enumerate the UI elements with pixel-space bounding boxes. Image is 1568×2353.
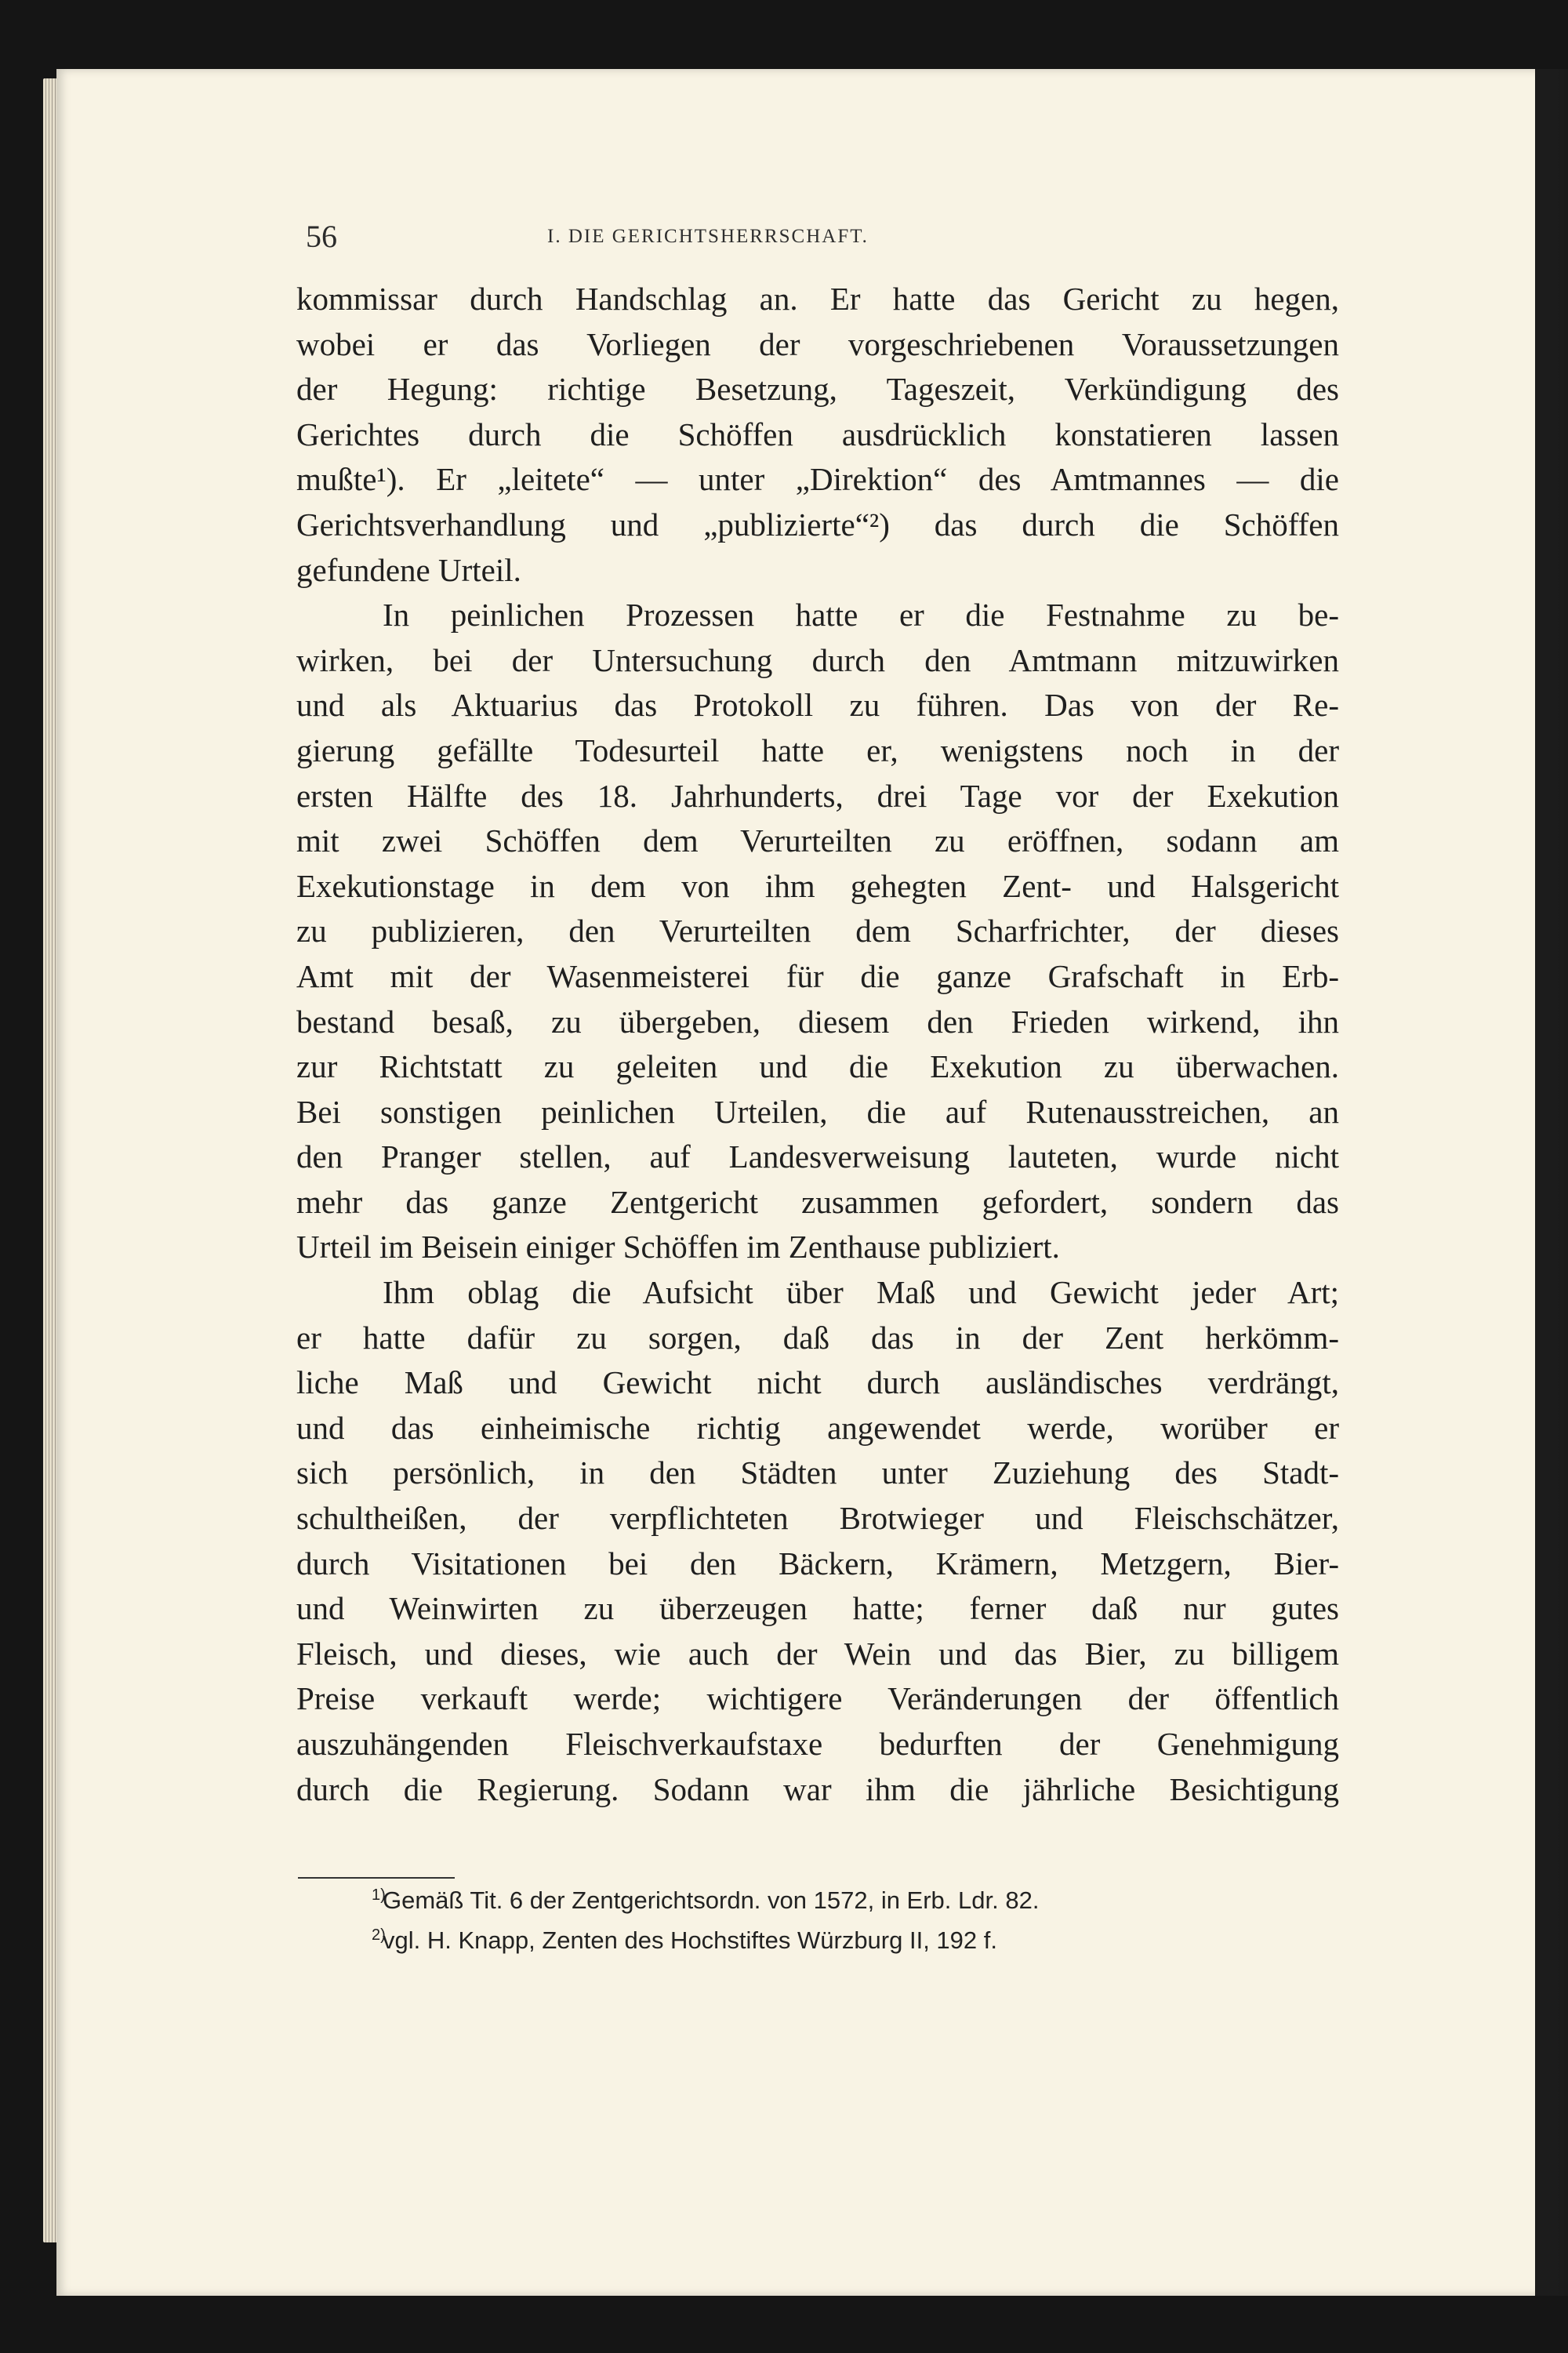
text-line: durch Visitationen bei den Bäckern, Krämern, Metzgern, Bier- (296, 1545, 1339, 1581)
text-line: Bei sonstigen peinlichen Urteilen, die auf Rutenausstreichen, an (296, 1093, 1339, 1130)
text-line: Gerichtes durch die Schöffen ausdrücklich konstatieren lassen (296, 416, 1339, 452)
footnote-mark: 2) (372, 1926, 386, 1944)
text-line: bestand besaß, zu übergeben, diesem den Frieden wirkend, ihn (296, 1003, 1339, 1040)
text-line: wirken, bei der Untersuchung durch den Amtmann mitzuwirken (296, 641, 1339, 678)
text-line: Gerichtsverhandlung und „publizierte“²) das durch die Schöffen (296, 506, 1339, 543)
text-line: und Weinwirten zu überzeugen hatte; ferner daß nur gutes (296, 1590, 1339, 1627)
scanner-border (1535, 69, 1568, 2296)
text-line: Ihm oblag die Aufsicht über Maß und Gewicht jeder Art; (383, 1274, 1339, 1311)
running-head (306, 218, 1348, 265)
text-line: mehr das ganze Zentgericht zusammen gefordert, sondern das (296, 1183, 1339, 1220)
text-line: der Hegung: richtige Besetzung, Tageszeit, Verkündigung des (296, 371, 1339, 408)
text-line: liche Maß und Gewicht nicht durch ausländisches verdrängt, (296, 1364, 1339, 1401)
text-line: Preise verkauft werde; wichtigere Veränderungen der öffentlich (296, 1680, 1339, 1717)
footnote-text: vgl. H. Knapp, Zenten des Hochstiftes Würzburg II, 192 f. (383, 1926, 997, 1954)
text-line: sich persönlich, in den Städten unter Zuziehung des Stadt- (296, 1454, 1339, 1491)
text-line: und das einheimische richtig angewendet werde, worüber er (296, 1409, 1339, 1446)
text-line: Amt mit der Wasenmeisterei für die ganze Grafschaft in Erb- (296, 957, 1339, 994)
page-number: 56 (306, 219, 337, 254)
text-line: er hatte dafür zu sorgen, daß das in der Zent herkömm- (296, 1319, 1339, 1356)
text-line: mußte¹). Er „leitete“ — unter „Direktion“ des Amtmannes — die (296, 461, 1339, 498)
chapter-title: I. DIE GERICHTSHERRSCHAFT. (547, 226, 869, 247)
text-line: und als Aktuarius das Protokoll zu führen. Das von der Re- (296, 687, 1339, 724)
footnote (296, 1920, 1339, 1960)
text-line: zu publizieren, den Verurteilten dem Scharfrichter, der dieses (296, 913, 1339, 950)
footnote (296, 1880, 1339, 1920)
text-line: wobei er das Vorliegen der vorgeschriebenen Voraussetzungen (296, 325, 1339, 362)
text-line: den Pranger stellen, auf Landesverweisung lauteten, wurde nicht (296, 1138, 1339, 1175)
text-line: schultheißen, der verpflichteten Brotwieger und Fleischschätzer, (296, 1500, 1339, 1537)
body-text (296, 277, 1339, 1812)
text-line: mit zwei Schöffen dem Verurteilten zu eröffnen, sodann am (296, 822, 1339, 859)
footnotes (296, 1880, 1339, 1960)
text-line: kommissar durch Handschlag an. Er hatte das Gericht zu hegen, (296, 281, 1339, 317)
text-line: gierung gefällte Todesurteil hatte er, wenigstens noch in der (296, 732, 1339, 768)
footnote-text: Gemäß Tit. 6 der Zentgerichtsordn. von 1572, in Erb. Ldr. 82. (383, 1886, 1040, 1914)
text-line: Urteil im Beisein einiger Schöffen im Zenthause publiziert. (296, 1229, 1060, 1265)
text-line: zur Richtstatt zu geleiten und die Exekution zu überwachen. (296, 1048, 1339, 1085)
footnote-mark: 1) (372, 1886, 386, 1904)
text-line: Exekutionstage in dem von ihm gehegten Zent- und Halsgericht (296, 867, 1339, 904)
text-line: durch die Regierung. Sodann war ihm die jährliche Besichtigung (296, 1770, 1339, 1807)
text-line: ersten Hälfte des 18. Jahrhunderts, drei Tage vor der Exekution (296, 777, 1339, 814)
text-line: auszuhängenden Fleischverkaufstaxe bedurften der Genehmigung (296, 1726, 1339, 1762)
text-line: Fleisch, und dieses, wie auch der Wein und das Bier, zu billigem (296, 1635, 1339, 1672)
text-line: In peinlichen Prozessen hatte er die Festnahme zu be- (383, 597, 1339, 634)
text-line: gefundene Urteil. (296, 551, 521, 588)
